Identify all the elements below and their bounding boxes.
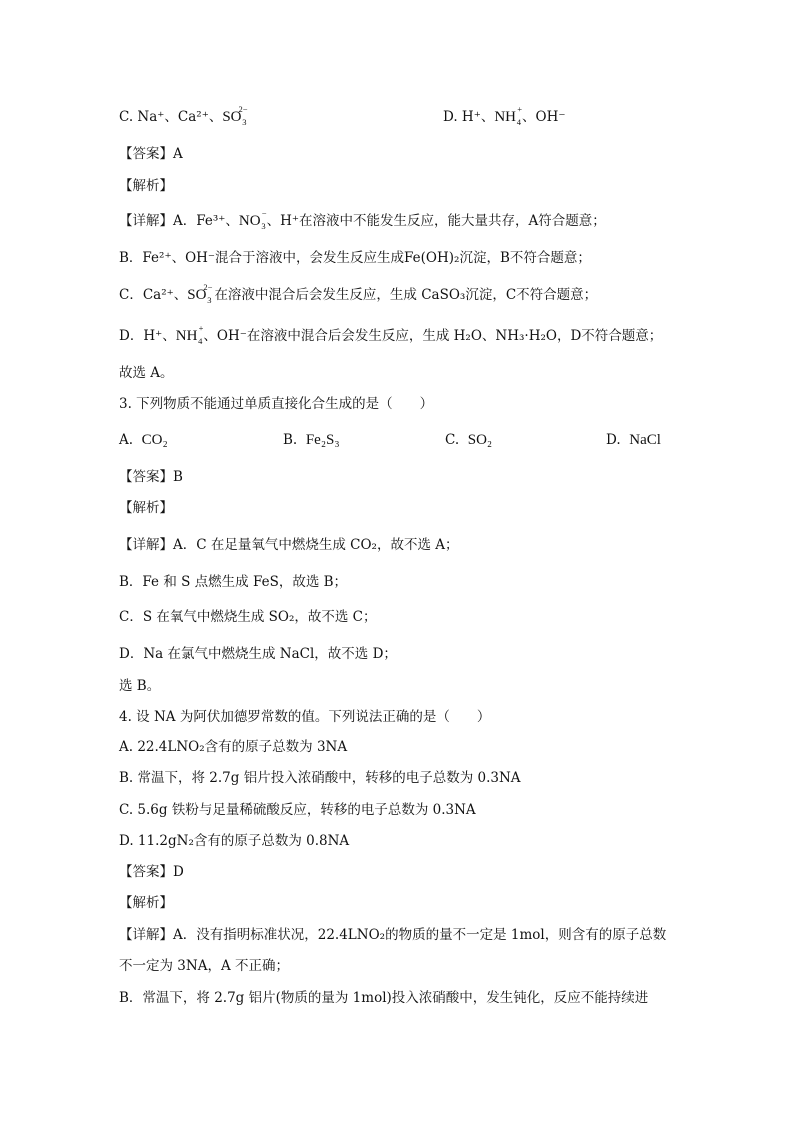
q2-answer: 【答案】A bbox=[119, 146, 183, 162]
q2-detail-a: 【详解】A．Fe³⁺、NO − 3 、H⁺在溶液中不能发生反应，能大量共存，A符合题意； bbox=[119, 208, 606, 231]
q3-option-c: C. SO₂ bbox=[445, 432, 493, 448]
nitrate-ion: NO − 3 bbox=[238, 208, 267, 231]
q3-option-d: D. NaCl bbox=[606, 432, 661, 448]
q4-detail-a-line1: 【详解】A．没有指明标准状况，22.4LNO₂的物质的量不一定是 1mol，则含有的原子总数 bbox=[119, 927, 667, 943]
q2-detail-c: C．Ca²⁺、SO 2− 3 在溶液中混合后会发生反应，生成 CaSO₃沉淀，C不符合题意； bbox=[119, 282, 598, 305]
q4-option-b: B. 常温下，将 2.7g 铝片投入浓硝酸中，转移的电子总数为 0.3NA bbox=[119, 770, 521, 786]
q4-detail-b: B．常温下，将 2.7g 铝片(物质的量为 1mol)投入浓硝酸中，发生钝化，反应不能持续进 bbox=[119, 990, 649, 1006]
q2-option-d: D. H⁺、NH + 4 、OH⁻ bbox=[443, 104, 566, 127]
q2-option-c: C. Na⁺、Ca²⁺、SO 2− 3 bbox=[119, 104, 248, 127]
q4-analysis-heading: 【解析】 bbox=[119, 895, 173, 911]
q4-detail-a-line2: 不一定为 3NA，A 不正确； bbox=[119, 958, 289, 974]
q3-option-a: A. CO₂ bbox=[119, 432, 168, 448]
q2-detail-d: D．H⁺、NH + 4 、OH⁻在溶液中混合后会发生反应，生成 H₂O、NH₃·H₂O，D不符合题意； bbox=[119, 323, 663, 346]
q4-stem: 4. 设 NA 为阿伏加德罗常数的值。下列说法正确的是（ ） bbox=[119, 709, 491, 725]
q4-option-d: D. 11.2gN₂含有的原子总数为 0.8NA bbox=[119, 833, 350, 849]
q3-answer: 【答案】B bbox=[119, 469, 183, 485]
q3-detail-c: C．S 在氧气中燃烧生成 SO₂，故不选 C； bbox=[119, 609, 377, 625]
q2-conclusion: 故选 A。 bbox=[119, 365, 174, 381]
q3-analysis-heading: 【解析】 bbox=[119, 500, 173, 516]
q3-detail-b: B．Fe 和 S 点燃生成 FeS，故选 B； bbox=[119, 574, 348, 590]
q4-option-a: A. 22.4LNO₂含有的原子总数为 3NA bbox=[119, 739, 348, 755]
q2-analysis-heading: 【解析】 bbox=[119, 178, 173, 194]
ammonium-ion: NH + 4 bbox=[494, 104, 522, 127]
q3-stem: 3. 下列物质不能通过单质直接化合生成的是（ ） bbox=[119, 396, 434, 412]
q3-conclusion: 选 B。 bbox=[119, 678, 161, 694]
ammonium-ion: NH + 4 bbox=[175, 323, 204, 346]
q2-detail-b: B．Fe²⁺、OH⁻混合于溶液中，会发生反应生成Fe(OH)₂沉淀，B不符合题意； bbox=[119, 250, 591, 266]
sulfite-ion: SO 2− 3 bbox=[187, 282, 213, 305]
q4-answer: 【答案】D bbox=[119, 864, 184, 880]
q3-detail-a: 【详解】A．C 在足量氧气中燃烧生成 CO₂，故不选 A； bbox=[119, 537, 459, 553]
q3-detail-d: D．Na 在氯气中燃烧生成 NaCl，故不选 D； bbox=[119, 646, 397, 662]
q4-option-c: C. 5.6g 铁粉与足量稀硫酸反应，转移的电子总数为 0.3NA bbox=[119, 802, 476, 818]
sulfite-ion: SO 2− 3 bbox=[222, 104, 248, 127]
q3-option-b: B. Fe₂S₃ bbox=[283, 432, 340, 448]
